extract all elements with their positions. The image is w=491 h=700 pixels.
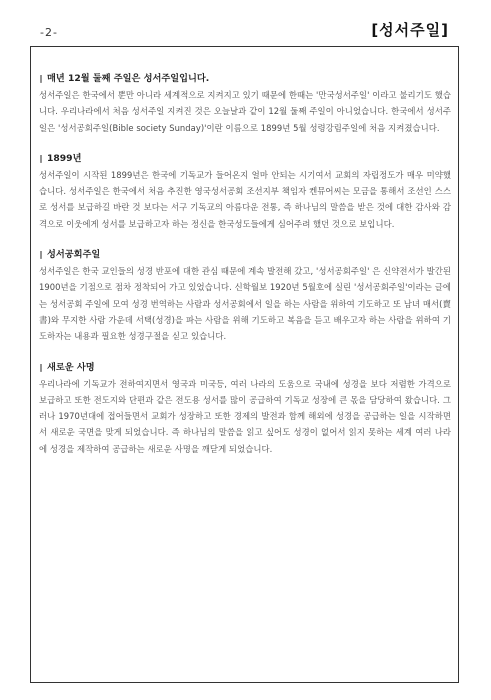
section-heading-text: 매년 12월 둘째 주일은 성서주일입니다.	[47, 73, 210, 84]
bullet-marker-icon: ∥	[39, 153, 43, 163]
section-heading-text: 1899년	[47, 152, 82, 164]
section-body: 성서주일은 한국에서 뿐만 아니라 세계적으로 지켜지고 있기 때문에 한때는 '만국성서주일' 이라고 불리기도 했습니다. 우리나라에서 처음 성서주일 지켜진 것은 오늘날과 같이 12월 둘째 주일이 아니었습니다. 한국에서 성서주일은 '성서공회주일(Bible society Sunday)'이란 이름으로 1899년 5월 성령강림주일에 처음 지켜졌습니다.	[39, 90, 451, 133]
section-body: 우리나라에 기독교가 전하여지면서 영국과 미국등, 여러 나라의 도움으로 국내에 성경을 보다 저렴한 가격으로 보급하고 또한 전도지와 단편과 같은 전도용 성서를 많이 공급하여 기독교 성장에 큰 몫을 담당하여 왔습니다. 그러나 1970년대에 접어들면서 교회가 성장하고 또한 경제의 발전과 함께 해외에 성경을 공급하는 일을 시작하면서 새로운 국면을 맞게 되었습니다. 즉 하나님의 말씀을 읽고 싶어도 성경이 없어서 읽지 못하는 세계 여러 나라에 성경을 제작하여 공급하는 새로운 사명을 깨닫게 되었습니다.	[39, 378, 451, 454]
section-heading-text: 성서공회주일	[47, 249, 101, 261]
section-bible-society-sunday	[31, 247, 458, 344]
bullet-marker-icon: ∥	[39, 362, 43, 372]
section-heading	[39, 151, 451, 167]
page-header-title: [성서주일]	[371, 21, 449, 39]
section-heading-text: 새로운 사명	[47, 361, 95, 373]
section-heading	[39, 360, 451, 376]
section-heading	[39, 247, 451, 263]
section-body: 성서주일은 한국 교인들의 성경 반포에 대한 관심 때문에 계속 발전해 갔고, '성서공회주일' 은 신약전서가 발간된 1900년을 기점으로 점차 정착되어 가고 있었습니다. 신학월보 1920년 5월호에 실린 '성서공회주일'이라는 글에는 성서공회 주일에 모여 성경 번역하는 사람과 성서공회에서 일을 하는 사람을 위하여 기도하고 또 남녀 매서(賣書)와 무지한 사람 가운데 서택(성경)을 파는 사람을 위해 기도하고 복음을 듣고 배우고자 하는 사람을 위하여 기도하자는 내용과 필요한 성경구절을 싣고 있습니다.	[39, 266, 451, 342]
section-1899	[31, 151, 458, 232]
section-annual-sunday	[31, 71, 458, 136]
bullet-marker-icon: ∥	[39, 74, 43, 83]
page-number: -2-	[40, 26, 58, 39]
section-new-mission	[31, 360, 458, 457]
section-body: 성서주일이 시작된 1899년은 한국에 기독교가 들어온지 얼마 안되는 시기여서 교회의 자립정도가 매우 미약했습니다. 성서주일은 한국에서 처음 추진한 영국성서공회 조선지부 책임자 켄뮤어씨는 모금을 통해서 조선인 스스로 성서를 보급하길 바란 것 보다는 서구 기독교의 아름다운 전통, 즉 하나님의 말씀을 받은 것에 대한 감사와 감격으로 이웃에게 성서를 보급하고자 하는 정신을 한국성도들에게 심어주려 했던 것으로 보입니다.	[39, 169, 451, 229]
section-heading	[39, 71, 451, 87]
bullet-marker-icon: ∥	[39, 250, 43, 260]
content-frame	[30, 46, 459, 683]
